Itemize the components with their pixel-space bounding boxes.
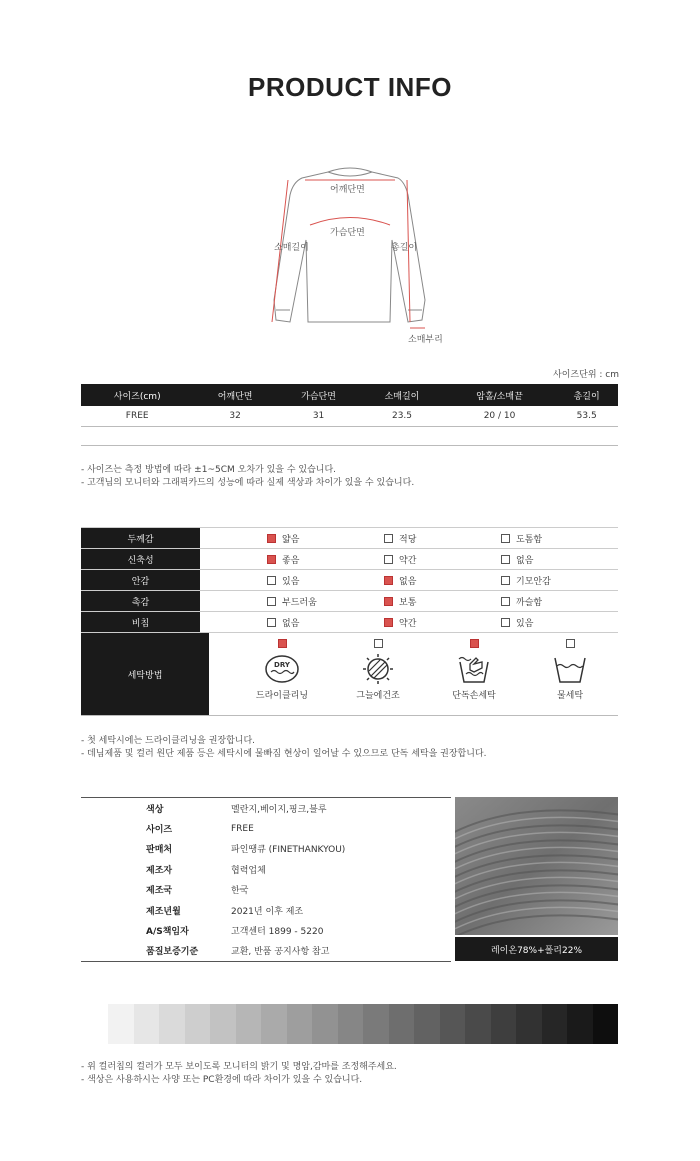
gray-swatch [542,1004,568,1044]
label-chest: 가슴단면 [330,228,365,238]
spec-row [81,880,451,900]
knit-texture-icon [455,797,618,935]
note-line: - 위 컬러칩의 컬러가 모두 보이도록 모니터의 밝기 및 명암,감마를 조정해주세요. [81,1062,397,1072]
cell: 23.5 [360,406,443,426]
cell: 31 [277,406,360,426]
cell: 32 [193,406,276,426]
water-wash-icon [552,654,588,684]
property-label: 두께감 [81,528,200,548]
checkbox [267,597,276,606]
washing-notes [81,735,486,761]
wash-label: 드라이클리닝 [255,691,309,701]
size-unit: 사이즈단위 : cm [553,370,619,380]
label-shoulder: 어깨단면 [330,185,365,195]
wash-item-shade-dry [330,633,426,715]
option-label: 적당 [399,534,417,545]
gray-swatch [185,1004,211,1044]
property-row [81,527,618,548]
spec-key: 품질보증기준 [146,947,199,958]
spec-value: 협력업체 [231,865,266,876]
wash-item-hand-wash [426,633,522,715]
gray-swatch [338,1004,364,1044]
spec-key: 판매처 [146,845,173,856]
gray-swatch [312,1004,338,1044]
spec-value: 한국 [231,886,249,897]
dry-text: DRY [274,661,290,669]
washing-row [81,632,618,716]
wash-label: 물세탁 [556,691,584,701]
spec-value: 파인땡큐 (FINETHANKYOU) [231,845,346,856]
option-label: 없음 [516,555,534,566]
spec-key: 제조자 [146,865,173,876]
gray-swatch [134,1004,160,1044]
option-label: 있음 [516,618,534,629]
option-label: 약간 [399,555,417,566]
wash-item-water-wash [522,633,618,715]
checkbox [501,576,510,585]
gray-swatch [567,1004,593,1044]
note-line: - 첫 세탁시에는 드라이클리닝을 권장합니다. [81,736,256,746]
note-line: - 색상은 사용하시는 사양 또는 PC환경에 따라 차이가 있을 수 있습니다. [81,1075,363,1085]
col-header: 소매길이 [360,384,443,406]
measurement-diagram [260,150,443,350]
color-notes [81,1061,397,1087]
spec-value: 멜란지,베이지,핑크,블루 [231,804,327,815]
checkbox [501,597,510,606]
size-notes [81,464,414,490]
shade-dry-icon [360,654,396,684]
col-header: 암홀/소매끝 [444,384,556,406]
property-option [501,574,618,587]
option-label: 약간 [399,618,417,629]
property-row [81,548,618,569]
property-option [501,553,618,566]
property-option [501,595,618,608]
gray-swatch [236,1004,262,1044]
checkbox [384,576,393,585]
gray-swatch [440,1004,466,1044]
spec-key: 색상 [146,804,164,815]
property-option [267,532,384,545]
spec-value: 교환, 반품 공지사항 참고 [231,947,330,958]
property-option [501,616,618,629]
property-option [384,532,501,545]
size-table-header [81,384,618,406]
fabric-swatch-image [455,797,618,935]
spec-row [81,798,451,818]
note-line: - 사이즈는 측정 방법에 따라 ±1~5CM 오차가 있을 수 있습니다. [81,465,337,475]
spec-key: 제조년월 [146,906,181,917]
fabric-properties [81,527,618,716]
property-option [501,532,618,545]
spec-key: 사이즈 [146,825,173,836]
label-cuff: 소매부리 [408,335,443,345]
checkbox [267,576,276,585]
property-row [81,569,618,590]
spec-value: 고객센터 1899 - 5220 [231,927,324,938]
hand-wash-icon [456,654,492,684]
gray-color-chart [108,1004,618,1044]
option-label: 도톰함 [516,534,543,545]
page-title: PRODUCT INFO [248,72,452,102]
gray-swatch [465,1004,491,1044]
gray-swatch [108,1004,134,1044]
label-length: 총길이 [391,243,418,253]
gray-swatch [261,1004,287,1044]
option-label: 없음 [282,618,300,629]
spec-key: A/S책임자 [146,927,189,938]
property-label: 촉감 [81,591,200,611]
option-label: 부드러움 [282,597,317,608]
property-label: 신축성 [81,549,200,569]
col-header: 어깨단면 [193,384,276,406]
checkbox [566,639,575,648]
checkbox [267,618,276,627]
option-label: 있음 [282,576,300,587]
property-label: 비침 [81,612,200,632]
checkbox [384,555,393,564]
label-sleeve: 소매길이 [274,243,309,253]
option-label: 얇음 [282,534,300,545]
fabric-composition: 레이온78%+폴리22% [455,937,618,961]
checkbox [374,639,383,648]
checkbox [501,618,510,627]
spec-row [81,859,451,879]
table-row [81,406,618,426]
gray-swatch [363,1004,389,1044]
property-row [81,611,618,632]
note-line: - 고객님의 모니터와 그래픽카드의 성능에 따라 실제 색상과 차이가 있을 수 있습니다. [81,478,415,488]
spec-row [81,900,451,920]
property-option [384,616,501,629]
spec-row [81,920,451,940]
cell: 20 / 10 [444,406,556,426]
checkbox [501,555,510,564]
spec-value: FREE [231,823,254,834]
checkbox [501,534,510,543]
col-header: 가슴단면 [277,384,360,406]
col-header: 사이즈(cm) [81,384,193,406]
gray-swatch [491,1004,517,1044]
gray-swatch [159,1004,185,1044]
gray-swatch [287,1004,313,1044]
checkbox [384,534,393,543]
spec-value: 2021년 이후 제조 [231,906,304,917]
property-option [267,595,384,608]
option-label: 좋음 [282,555,300,566]
wash-item-dry-clean [234,633,330,715]
option-label: 보통 [399,597,417,608]
gray-swatch [389,1004,415,1044]
wash-label: 그늘에건조 [356,691,400,701]
property-option [267,574,384,587]
spec-row [81,941,451,961]
checkbox [278,639,287,648]
dry-clean-icon [264,654,300,684]
wash-label: 단독손세탁 [452,691,496,701]
checkbox [267,534,276,543]
property-option [384,553,501,566]
col-header: 총길이 [555,384,618,406]
spec-row [81,839,451,859]
gray-swatch [210,1004,236,1044]
size-table-empty-row [81,426,618,446]
gray-swatch [414,1004,440,1044]
property-label: 안감 [81,570,200,590]
cell: FREE [81,406,193,426]
checkbox [384,597,393,606]
option-label: 없음 [399,576,417,587]
spec-row [81,818,451,838]
checkbox [267,555,276,564]
property-row [81,590,618,611]
option-label: 기모안감 [516,576,551,587]
gray-swatch [516,1004,542,1044]
note-line: - 데님제품 및 컬러 원단 제품 등은 세탁시에 물빠짐 현상이 일어날 수 있으므로 단독 세탁을 권장합니다. [81,749,487,759]
gray-swatch [593,1004,619,1044]
checkbox [470,639,479,648]
checkbox [384,618,393,627]
spec-key: 제조국 [146,886,173,897]
size-table [81,384,618,427]
property-option [267,553,384,566]
cell: 53.5 [555,406,618,426]
product-spec [81,797,451,962]
property-option [384,595,501,608]
property-option [384,574,501,587]
property-option [267,616,384,629]
washing-label: 세탁방법 [81,633,209,715]
option-label: 까슬함 [516,597,543,608]
